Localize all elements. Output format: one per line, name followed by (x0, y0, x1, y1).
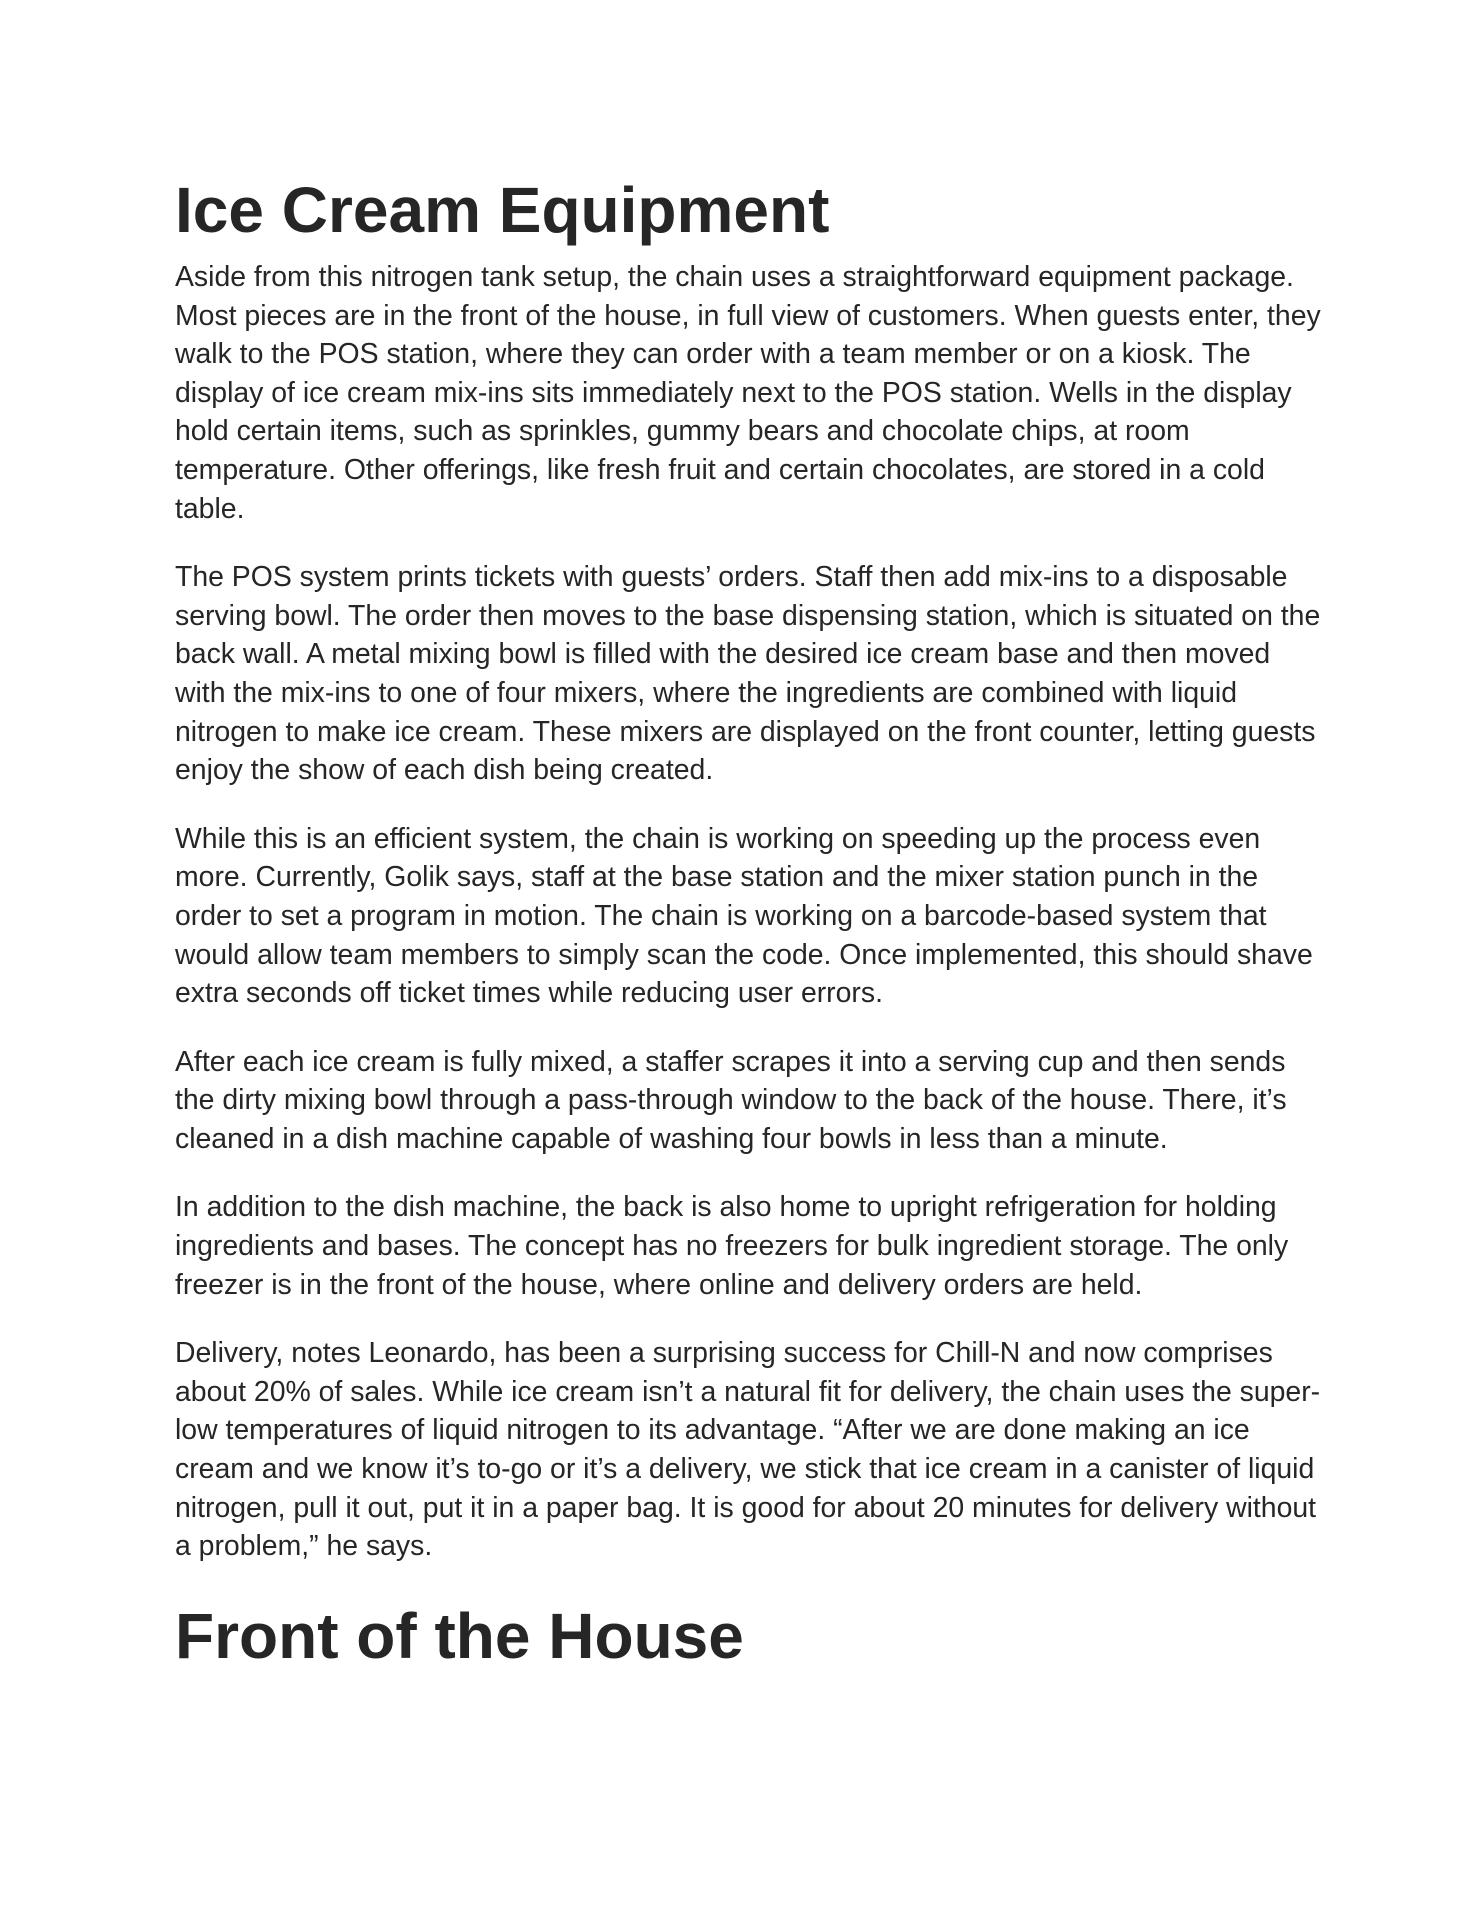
paragraph-4: After each ice cream is fully mixed, a staffer scrapes it into a serving cup and then sends the dirty mixing bowl through a pass-through window to the back of the house. There, it’s cleaned in a dish machine capable of washing four bowls in less than a minute. (175, 1045, 1287, 1155)
paragraph-3: While this is an efficient system, the chain is working on speeding up the process even more. Currently, Golik says, staff at the base station and the mixer station punch in the order to set a program in motion. The chain is working on a barcode-based system that would allow team members to simply scan the code. Once implemented, this should shave extra seconds off ticket times while reducing user errors. (175, 822, 1313, 1010)
section-heading-front-of-the-house: Front of the House (175, 1599, 744, 1672)
paragraph-6: Delivery, notes Leonardo, has been a surprising success for Chill-N and now comprises about 20% of sales. While ice cream isn’t a natural fit for delivery, the chain uses the super-low temperatures of liquid nitrogen to its advantage. “After we are done making an ice cream and we know it’s to-go or it’s a delivery, we stick that ice cream in a canister of liquid nitrogen, pull it out, put it in a paper bag. It is good for about 20 minutes for delivery without a problem,” he says. (175, 1337, 1321, 1563)
paragraph-2: The POS system prints tickets with guests’ orders. Staff then add mix-ins to a disposable serving bowl. The order then moves to the base dispensing station, which is situated on the back wall. A metal mixing bowl is filled with the desired ice cream base and then moved with the mix-ins to one of four mixers, where the ingredients are combined with liquid nitrogen to make ice cream. These mixers are displayed on the front counter, letting guests enjoy the show of each dish being created. (175, 561, 1321, 787)
document-page (175, 170, 1325, 1684)
paragraph-1: Aside from this nitrogen tank setup, the chain uses a straightforward equipment package. Most pieces are in the front of the house, in full view of customers. When guests enter, they walk to the POS station, where they can order with a team member or on a kiosk. The display of ice cream mix-ins sits immediately next to the POS station. Wells in the display hold certain items, such as sprinkles, gummy bears and chocolate chips, at room temperature. Other offerings, like fresh fruit and certain chocolates, are stored in a cold table. (175, 261, 1321, 525)
section-heading-ice-cream-equipment: Ice Cream Equipment (175, 174, 830, 246)
paragraph-5: In addition to the dish machine, the back is also home to upright refrigeration for holding ingredients and bases. The concept has no freezers for bulk ingredient storage. The only freezer is in the front of the house, where online and delivery orders are held. (175, 1191, 1289, 1301)
